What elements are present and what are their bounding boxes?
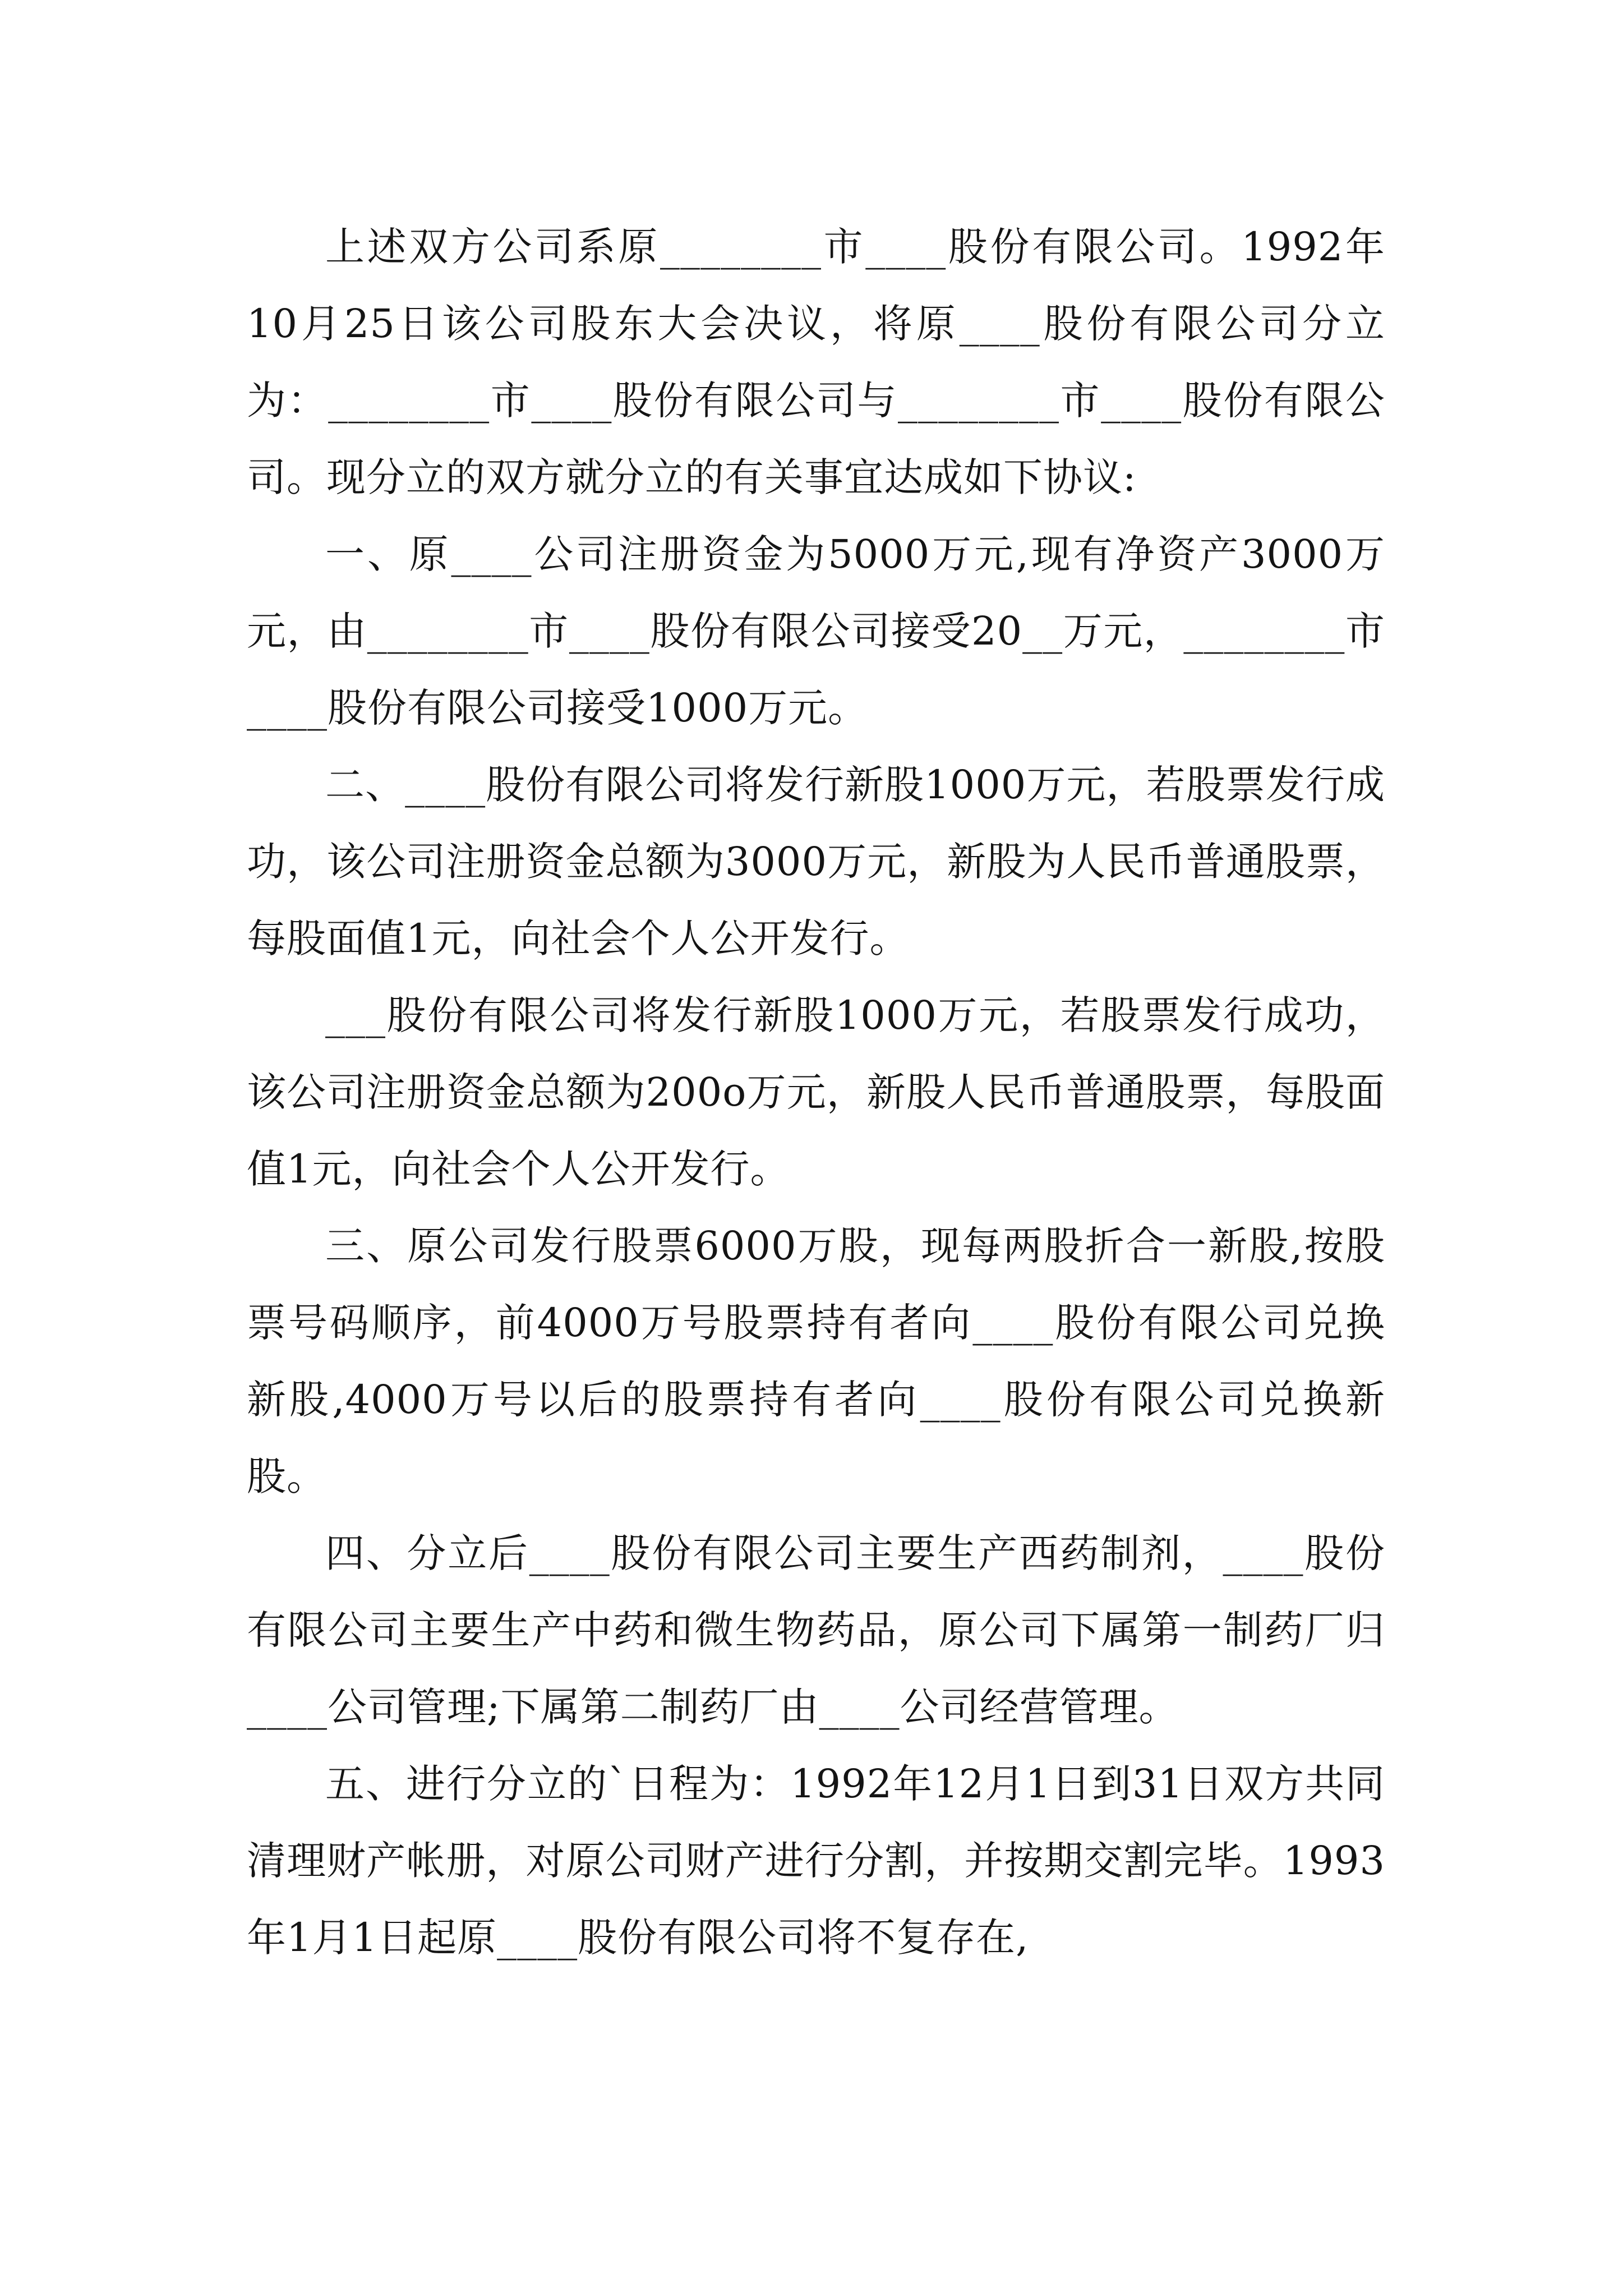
- paragraph-clause-5: 五、进行分立的`日程为：1992年12月1日到31日双方共同清理财产帐册，对原公司财产进行分割，并按期交割完毕。1993年1月1日起原____股份有限公司将不复存在,: [247, 1761, 1385, 1961]
- paragraph-intro: 上述双方公司系原________市____股份有限公司。1992年10月25日该公司股东大会决议，将原____股份有限公司分立为：________市____股份有限公司与________市____股份有限公司。现分立的双方就分立的有关事宜达成如下协议:: [247, 224, 1385, 500]
- document-body: [247, 209, 1385, 1976]
- paragraph-clause-3: 三、原公司发行股票6000万股，现每两股折合一新股,按股票号码顺序，前4000万号股票持有者向____股份有限公司兑换新股,4000万号以后的股票持有者向____股份有限公司兑换新股。: [247, 1223, 1385, 1499]
- paragraph-clause-1: 一、原____公司注册资金为5000万元,现有净资产3000万元，由________市____股份有限公司接受20__万元，________市____股份有限公司接受1000万元。: [247, 531, 1385, 731]
- paragraph-clause-2: 二、____股份有限公司将发行新股1000万元，若股票发行成功，该公司注册资金总额为3000万元，新股为人民币普通股票，每股面值1元，向社会个人公开发行。: [247, 762, 1385, 961]
- paragraph-clause-4: 四、分立后____股份有限公司主要生产西药制剂，____股份有限公司主要生产中药和微生物药品，原公司下属第一制药厂归____公司管理;下属第二制药厂由____公司经营管理。: [247, 1530, 1385, 1730]
- paragraph-clause-2-second-company: ___股份有限公司将发行新股1000万元，若股票发行成功，该公司注册资金总额为200o万元，新股人民币普通股票，每股面值1元，向社会个人公开发行。: [247, 992, 1385, 1192]
